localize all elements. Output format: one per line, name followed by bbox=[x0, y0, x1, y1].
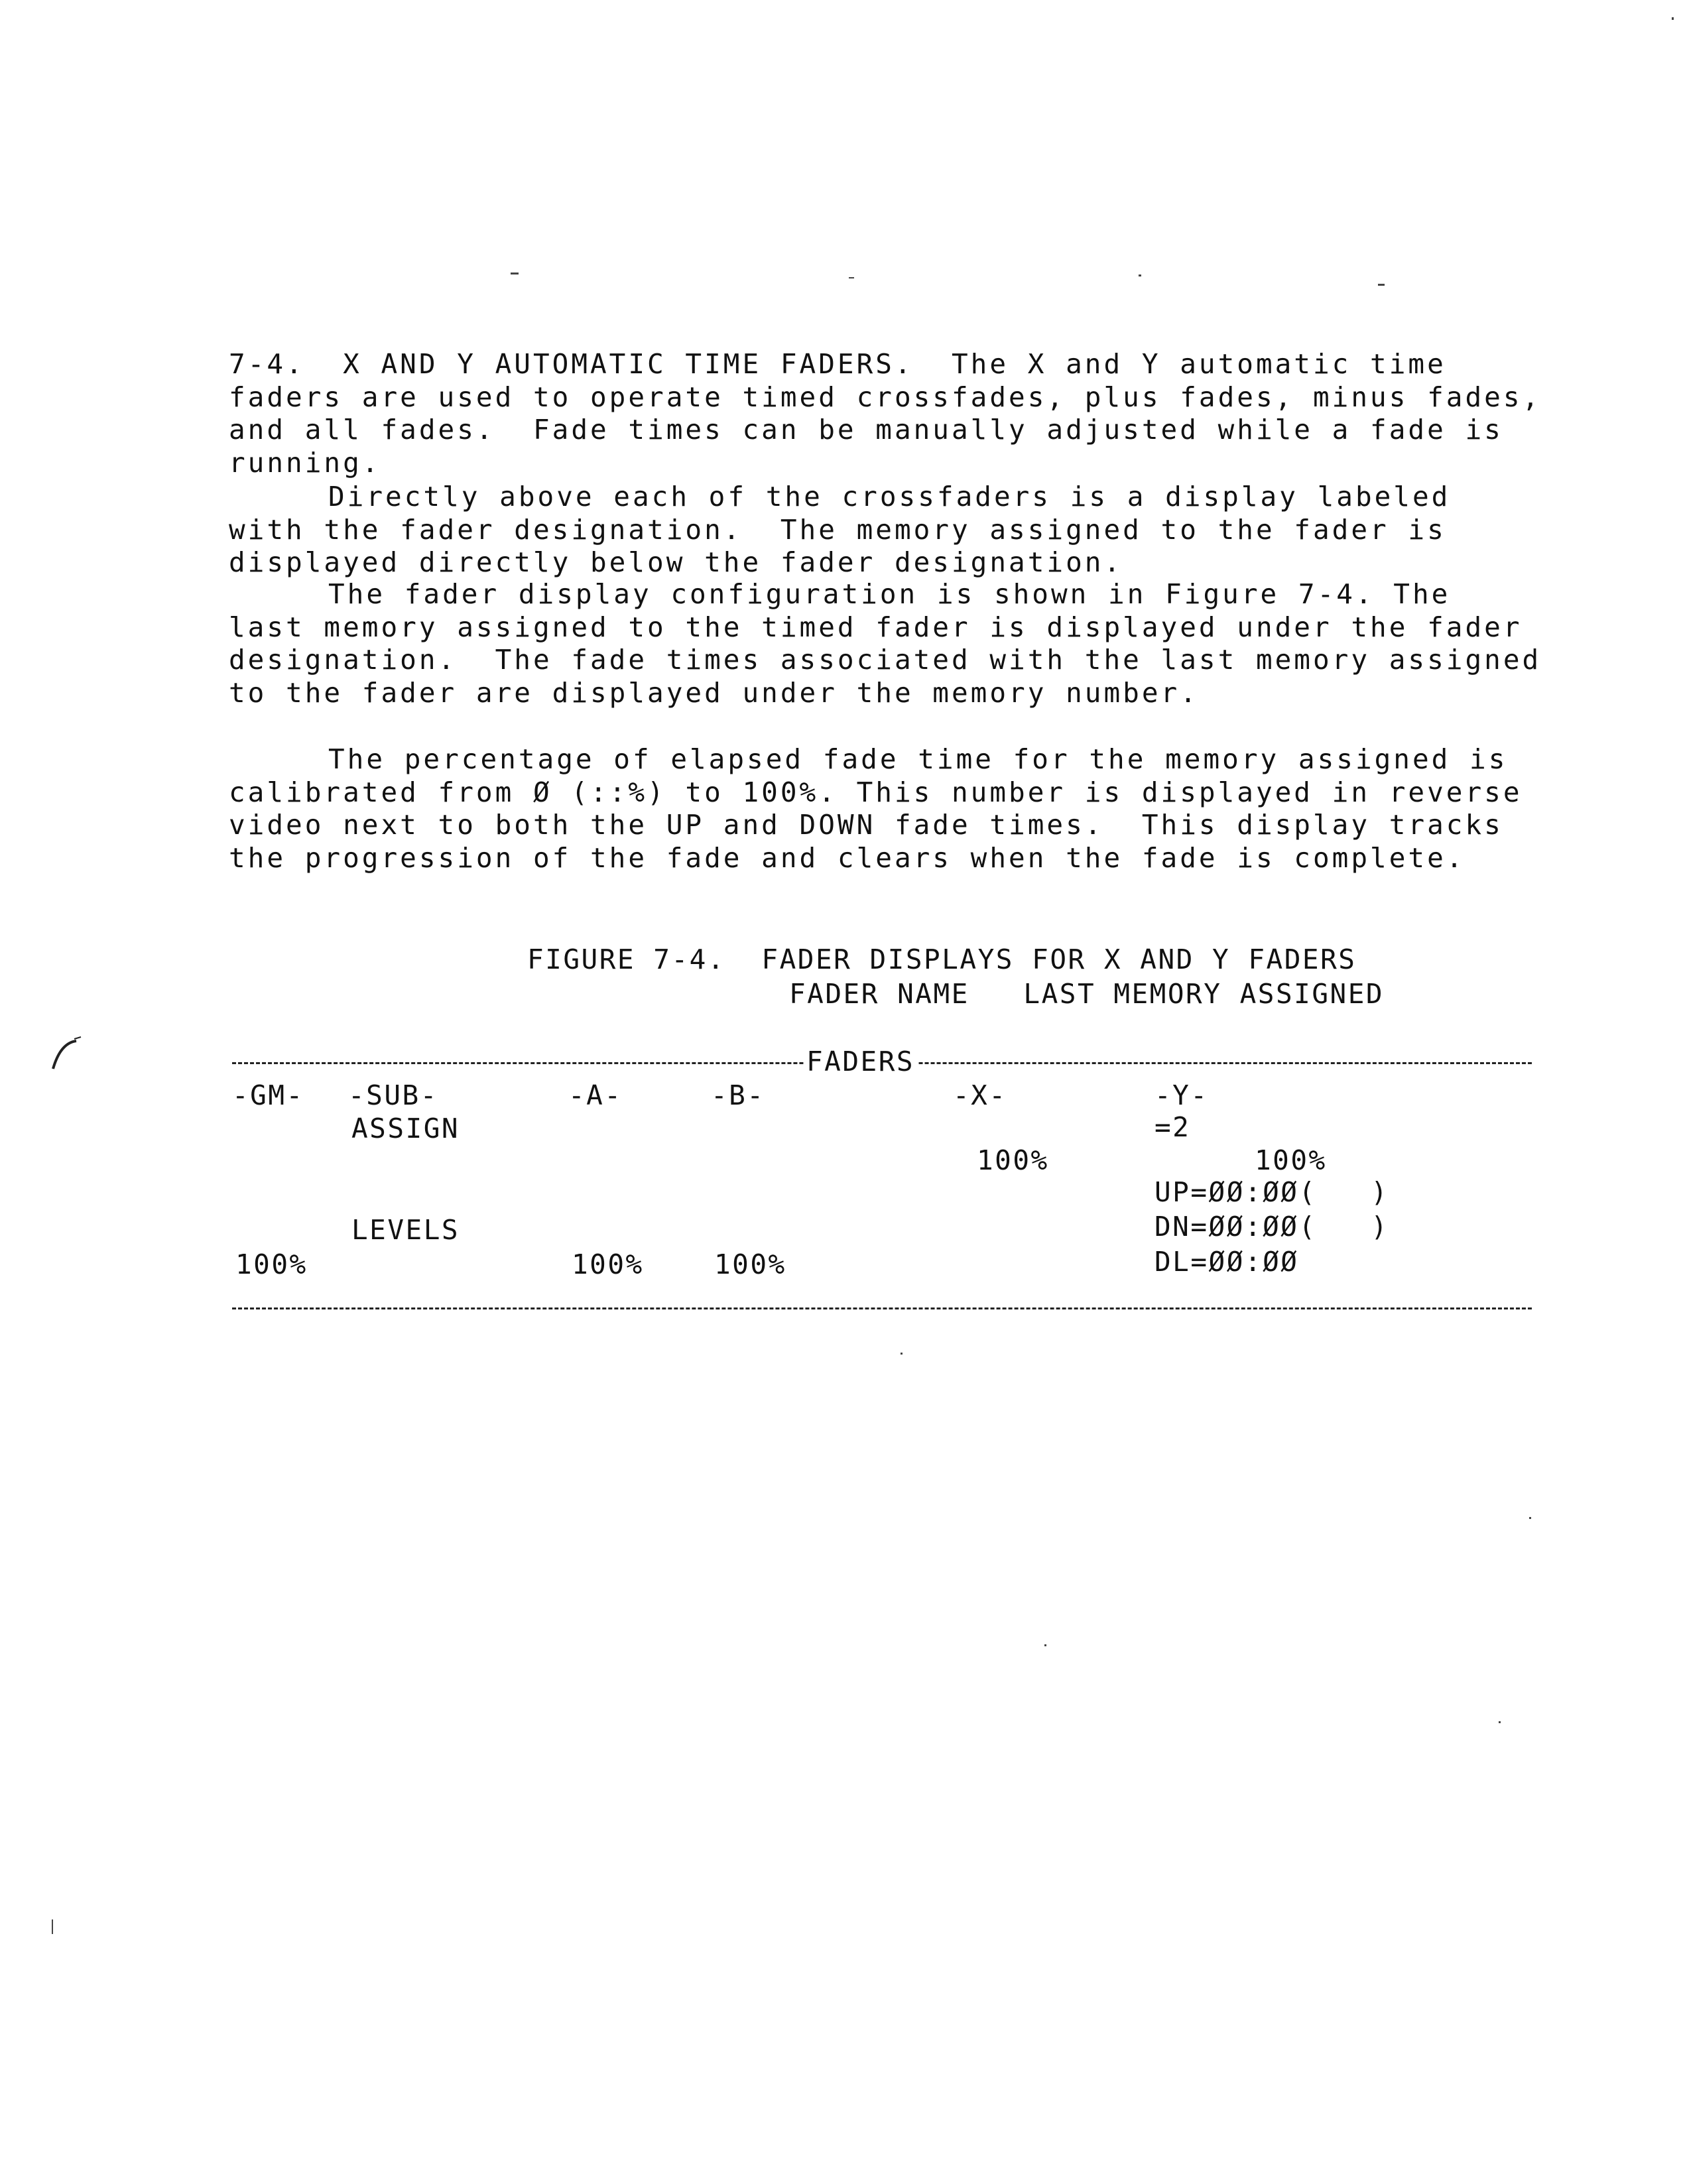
scan-speck bbox=[1672, 17, 1674, 20]
b-fader-label: -B- bbox=[711, 1079, 765, 1111]
display-bottom-border bbox=[232, 1307, 1532, 1309]
scan-mark bbox=[1139, 274, 1141, 276]
y-fader-percent: 100% bbox=[1255, 1144, 1327, 1176]
sub-label: -SUB- bbox=[348, 1079, 438, 1111]
up-fade-time: UP=ØØ:ØØ( ) bbox=[1154, 1176, 1389, 1208]
section-heading-paragraph: 7-4. X AND Y AUTOMATIC TIME FADERS. The X and Y automatic time faders are used to operate timed crossfades, plus fades, minus fades, and all fades. Fade times can be manually adjusted while a fade is running. bbox=[229, 348, 1560, 479]
body-paragraph: The fader display configuration is shown in Figure 7-4. The last memory assigned to the timed fader is displayed under the fader designation. The fade times associated with the last memory assigned to the fader are displayed under the memory number. bbox=[229, 578, 1560, 709]
delay-time: DL=ØØ:ØØ bbox=[1154, 1246, 1299, 1278]
scan-mark bbox=[849, 277, 854, 278]
assign-label: ASSIGN bbox=[351, 1113, 460, 1144]
scan-speck bbox=[1529, 1517, 1531, 1519]
a-fader-label: -A- bbox=[568, 1079, 623, 1111]
levels-label: LEVELS bbox=[351, 1214, 460, 1246]
scan-speck bbox=[901, 1353, 903, 1355]
scan-mark bbox=[511, 273, 519, 274]
scan-mark bbox=[1378, 284, 1385, 286]
b-fader-level: 100% bbox=[714, 1248, 786, 1280]
x-fader-label: -X- bbox=[953, 1079, 1007, 1111]
faders-label: FADERS bbox=[804, 1045, 917, 1078]
gm-level: 100% bbox=[235, 1248, 308, 1280]
down-fade-time: DN=ØØ:ØØ( ) bbox=[1154, 1211, 1389, 1243]
margin-bracket-mark bbox=[40, 1036, 86, 1075]
a-fader-level: 100% bbox=[572, 1248, 644, 1280]
scan-speck bbox=[1499, 1721, 1501, 1723]
body-paragraph: The percentage of elapsed fade time for the memory assigned is calibrated from Ø (::%) to 100%. This number is displayed in reverse video next to both the UP and DOWN fade times. This display tracks the progression of the fade and clears when the fade is complete. bbox=[229, 743, 1542, 874]
body-paragraph: Directly above each of the crossfaders is a display labeled with the fader designation. The memory assigned to the fader is displayed directly below the fader designation. bbox=[229, 481, 1470, 578]
scan-speck bbox=[52, 1919, 53, 1934]
gm-label: -GM- bbox=[232, 1079, 304, 1111]
figure-subtitle: FADER NAME LAST MEMORY ASSIGNED bbox=[789, 978, 1385, 1010]
figure-title: FIGURE 7-4. FADER DISPLAYS FOR X AND Y FADERS bbox=[527, 943, 1357, 975]
scan-speck bbox=[1044, 1644, 1046, 1646]
x-fader-percent: 100% bbox=[977, 1144, 1049, 1176]
y-memory-assigned: =2 bbox=[1154, 1111, 1191, 1143]
y-fader-label: -Y- bbox=[1154, 1079, 1209, 1111]
